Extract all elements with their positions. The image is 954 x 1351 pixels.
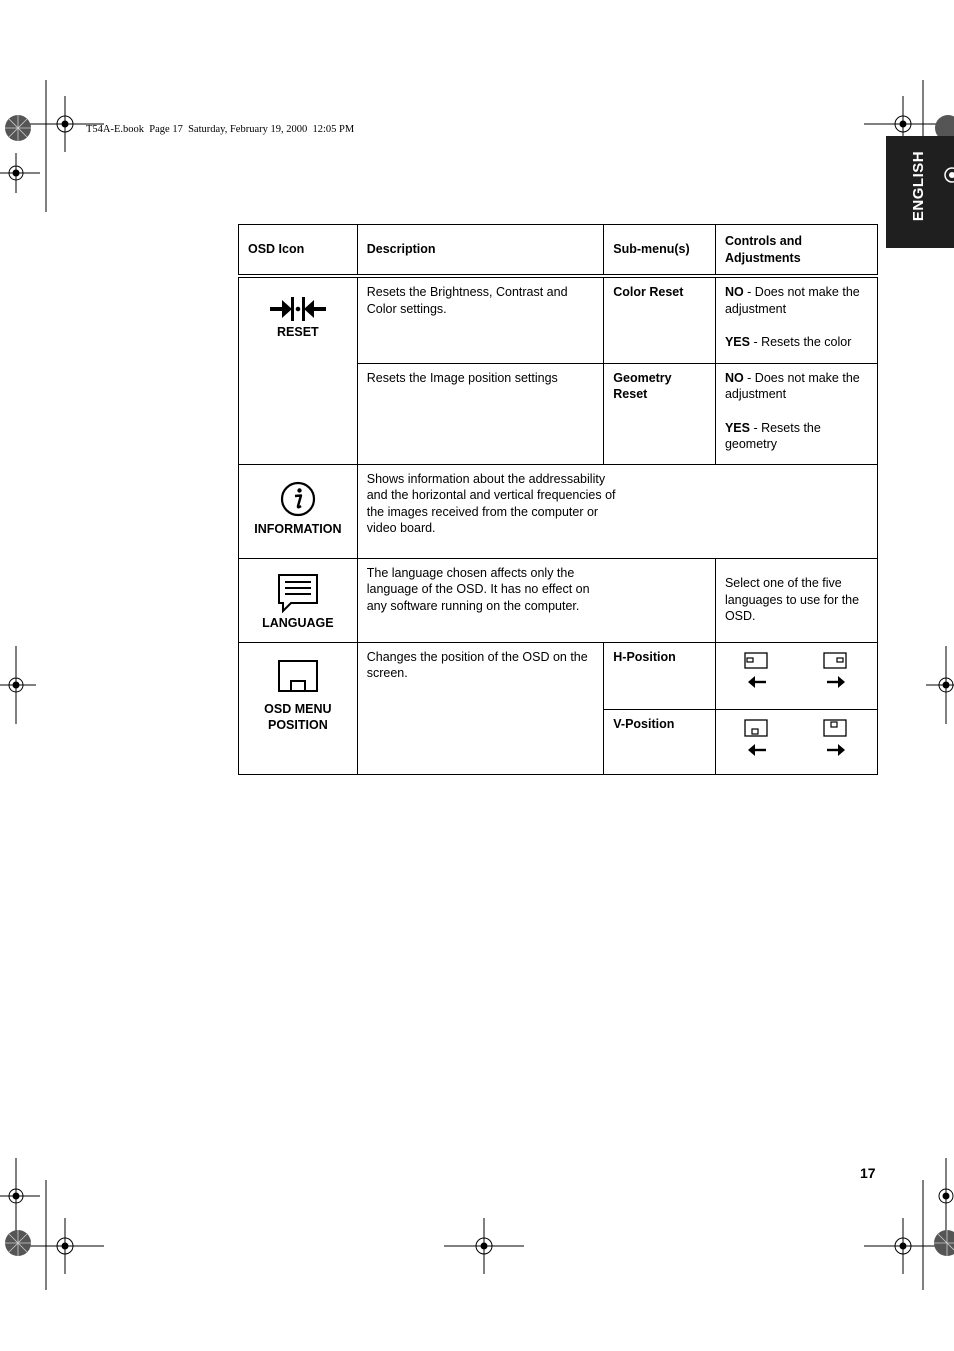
osd-controls-table — [238, 224, 878, 775]
color-reset-submenu-label: Color Reset — [613, 285, 684, 299]
geometry-reset-no-option — [725, 370, 868, 403]
geometry-reset-yes-option — [725, 420, 868, 453]
reset-icon — [268, 294, 328, 324]
color-reset-yes-option — [725, 334, 868, 351]
color-reset-controls — [715, 276, 877, 363]
osd-menu-position-label-line1: OSD MENU — [264, 701, 332, 716]
color-reset-no-text: - Does not make the adjustment — [724, 285, 860, 316]
osd-menu-position-icon — [277, 659, 319, 693]
v-position-submenu — [604, 709, 716, 774]
h-position-submenu — [604, 642, 716, 709]
color-reset-submenu — [604, 276, 716, 363]
reset-label: RESET — [277, 325, 319, 339]
information-icon-cell — [239, 464, 358, 558]
page-number: 17 — [860, 1165, 876, 1181]
geometry-reset-description: Resets the Image position settings — [357, 363, 604, 464]
reset-icon-cell — [239, 276, 358, 464]
color-reset-no-option — [725, 284, 868, 317]
information-description: Shows information about the addressability and the horizontal and vertical frequencies of the images received from the computer or video board. — [357, 464, 877, 558]
color-reset-description: Resets the Brightness, Contrast and Color settings. — [357, 276, 604, 363]
color-reset-no-label: NO — [724, 285, 744, 299]
v-position-label: V-Position — [613, 716, 675, 731]
information-label: INFORMATION — [254, 521, 342, 536]
osd-menu-position-icon-cell — [239, 642, 358, 774]
print-header: T54A-E.book Page 17 Saturday, February 19, 2000 12:05 PM — [86, 124, 355, 135]
registration-mark-icon — [942, 166, 954, 184]
information-icon — [280, 481, 316, 517]
geometry-reset-yes-label: YES — [724, 420, 750, 435]
geometry-reset-no-label: NO — [724, 370, 744, 385]
color-reset-yes-label: YES — [724, 335, 750, 349]
osd-menu-position-label-line2: POSITION — [268, 717, 328, 732]
h-position-left-icon — [744, 651, 770, 691]
h-position-right-icon — [823, 651, 849, 691]
h-position-controls — [715, 642, 877, 709]
header-controls: Controls and Adjustments — [715, 225, 877, 277]
table-row-information — [239, 464, 878, 558]
geometry-reset-no-text: - Does not make the adjustment — [724, 370, 860, 401]
language-controls: Select one of the five languages to use for the OSD. — [715, 558, 877, 642]
header-description: Description — [357, 225, 604, 277]
language-icon-cell — [239, 558, 358, 642]
language-side-tab — [886, 136, 954, 248]
v-position-down-icon — [744, 718, 770, 758]
language-label: LANGUAGE — [262, 615, 334, 630]
geometry-reset-submenu-label: Geometry Reset — [613, 370, 672, 401]
language-side-tab-label: ENGLISH — [910, 150, 927, 222]
color-reset-yes-text: - Resets the color — [749, 335, 852, 349]
v-position-controls — [715, 709, 877, 774]
geometry-reset-yes-text: - Resets the geometry — [724, 420, 821, 451]
table-header-row — [239, 225, 878, 277]
language-icon — [277, 573, 319, 613]
table-row-color-reset — [239, 276, 878, 363]
table-row-h-position — [239, 642, 878, 709]
header-submenu: Sub-menu(s) — [604, 225, 716, 277]
osd-menu-position-description: Changes the position of the OSD on the screen. — [357, 642, 604, 774]
table-row-language — [239, 558, 878, 642]
language-description: The language chosen affects only the language of the OSD. It has no effect on any software running on the computer. — [357, 558, 715, 642]
h-position-label: H-Position — [613, 649, 676, 664]
v-position-up-icon — [823, 718, 849, 758]
geometry-reset-controls — [715, 363, 877, 464]
geometry-reset-submenu — [604, 363, 716, 464]
header-osd-icon: OSD Icon — [239, 225, 358, 277]
